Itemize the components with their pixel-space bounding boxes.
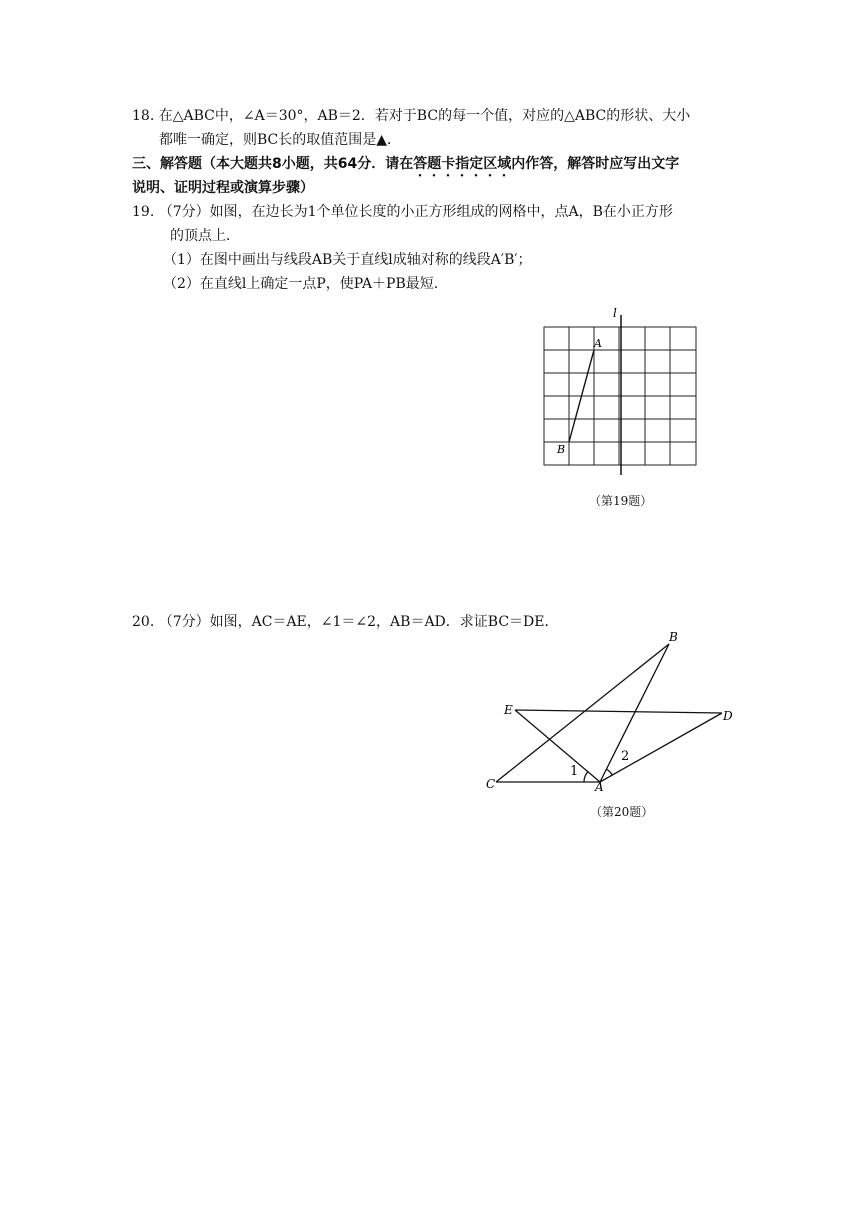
label-B: B xyxy=(669,630,678,644)
section3-heading-pre: 三、解答题（本大题共8小题，共64分．请在 xyxy=(132,156,414,172)
q18-line2-text: 都唯一确定，则BC长的取值范围是 xyxy=(159,132,377,148)
triangle-lines xyxy=(496,644,722,782)
q19-part2: （2）在直线l上确定一点P，使PA＋PB最短． xyxy=(163,276,448,292)
section3-heading-post: 内作答，解答时应写出文字 xyxy=(511,156,680,172)
label-angle-2: 2 xyxy=(621,749,630,764)
section3-heading-line2: 说明、证明过程或演算步骤） xyxy=(132,180,314,196)
section3-heading-emphasis: 答题卡指定区域 xyxy=(413,156,512,172)
label-A: A xyxy=(594,337,602,350)
q20-figure xyxy=(480,628,750,800)
label-C: C xyxy=(486,777,496,791)
label-D: D xyxy=(723,709,733,723)
angle-2-arc xyxy=(606,769,612,775)
angle-1-arc xyxy=(584,772,588,782)
label-angle-1: 1 xyxy=(570,764,579,779)
q19-line1: 19. （7分）如图，在边长为1个单位长度的小正方形组成的网格中，点A，B在小正方形 xyxy=(132,204,673,220)
q19-grid-figure xyxy=(535,305,705,475)
label-A: A xyxy=(595,780,604,794)
q18-line1: 18. 在△ABC中，∠A＝30°，AB＝2．若对于BC的每一个值，对应的△ABC的形状、大小 xyxy=(132,108,691,124)
q19-line2: 的顶点上． xyxy=(170,228,240,244)
answer-blank-mark: ▲ xyxy=(376,132,388,148)
q20-line1: 20. （7分）如图，AC＝AE，∠1＝∠2，AB＝AD．求证BC＝DE． xyxy=(132,614,559,630)
grid-lines xyxy=(544,327,696,465)
q20-caption: （第20题） xyxy=(590,805,654,819)
section3-heading-line1 xyxy=(132,154,679,180)
label-E: E xyxy=(504,703,513,717)
q19-part1: （1）在图中画出与线段AB关于直线l成轴对称的线段A′B′； xyxy=(163,252,532,268)
q18-line2-end: ． xyxy=(387,132,402,148)
q19-caption: （第19题） xyxy=(589,494,653,508)
label-B: B xyxy=(557,443,566,456)
label-l: l xyxy=(613,306,617,320)
q18-line2 xyxy=(159,130,401,150)
